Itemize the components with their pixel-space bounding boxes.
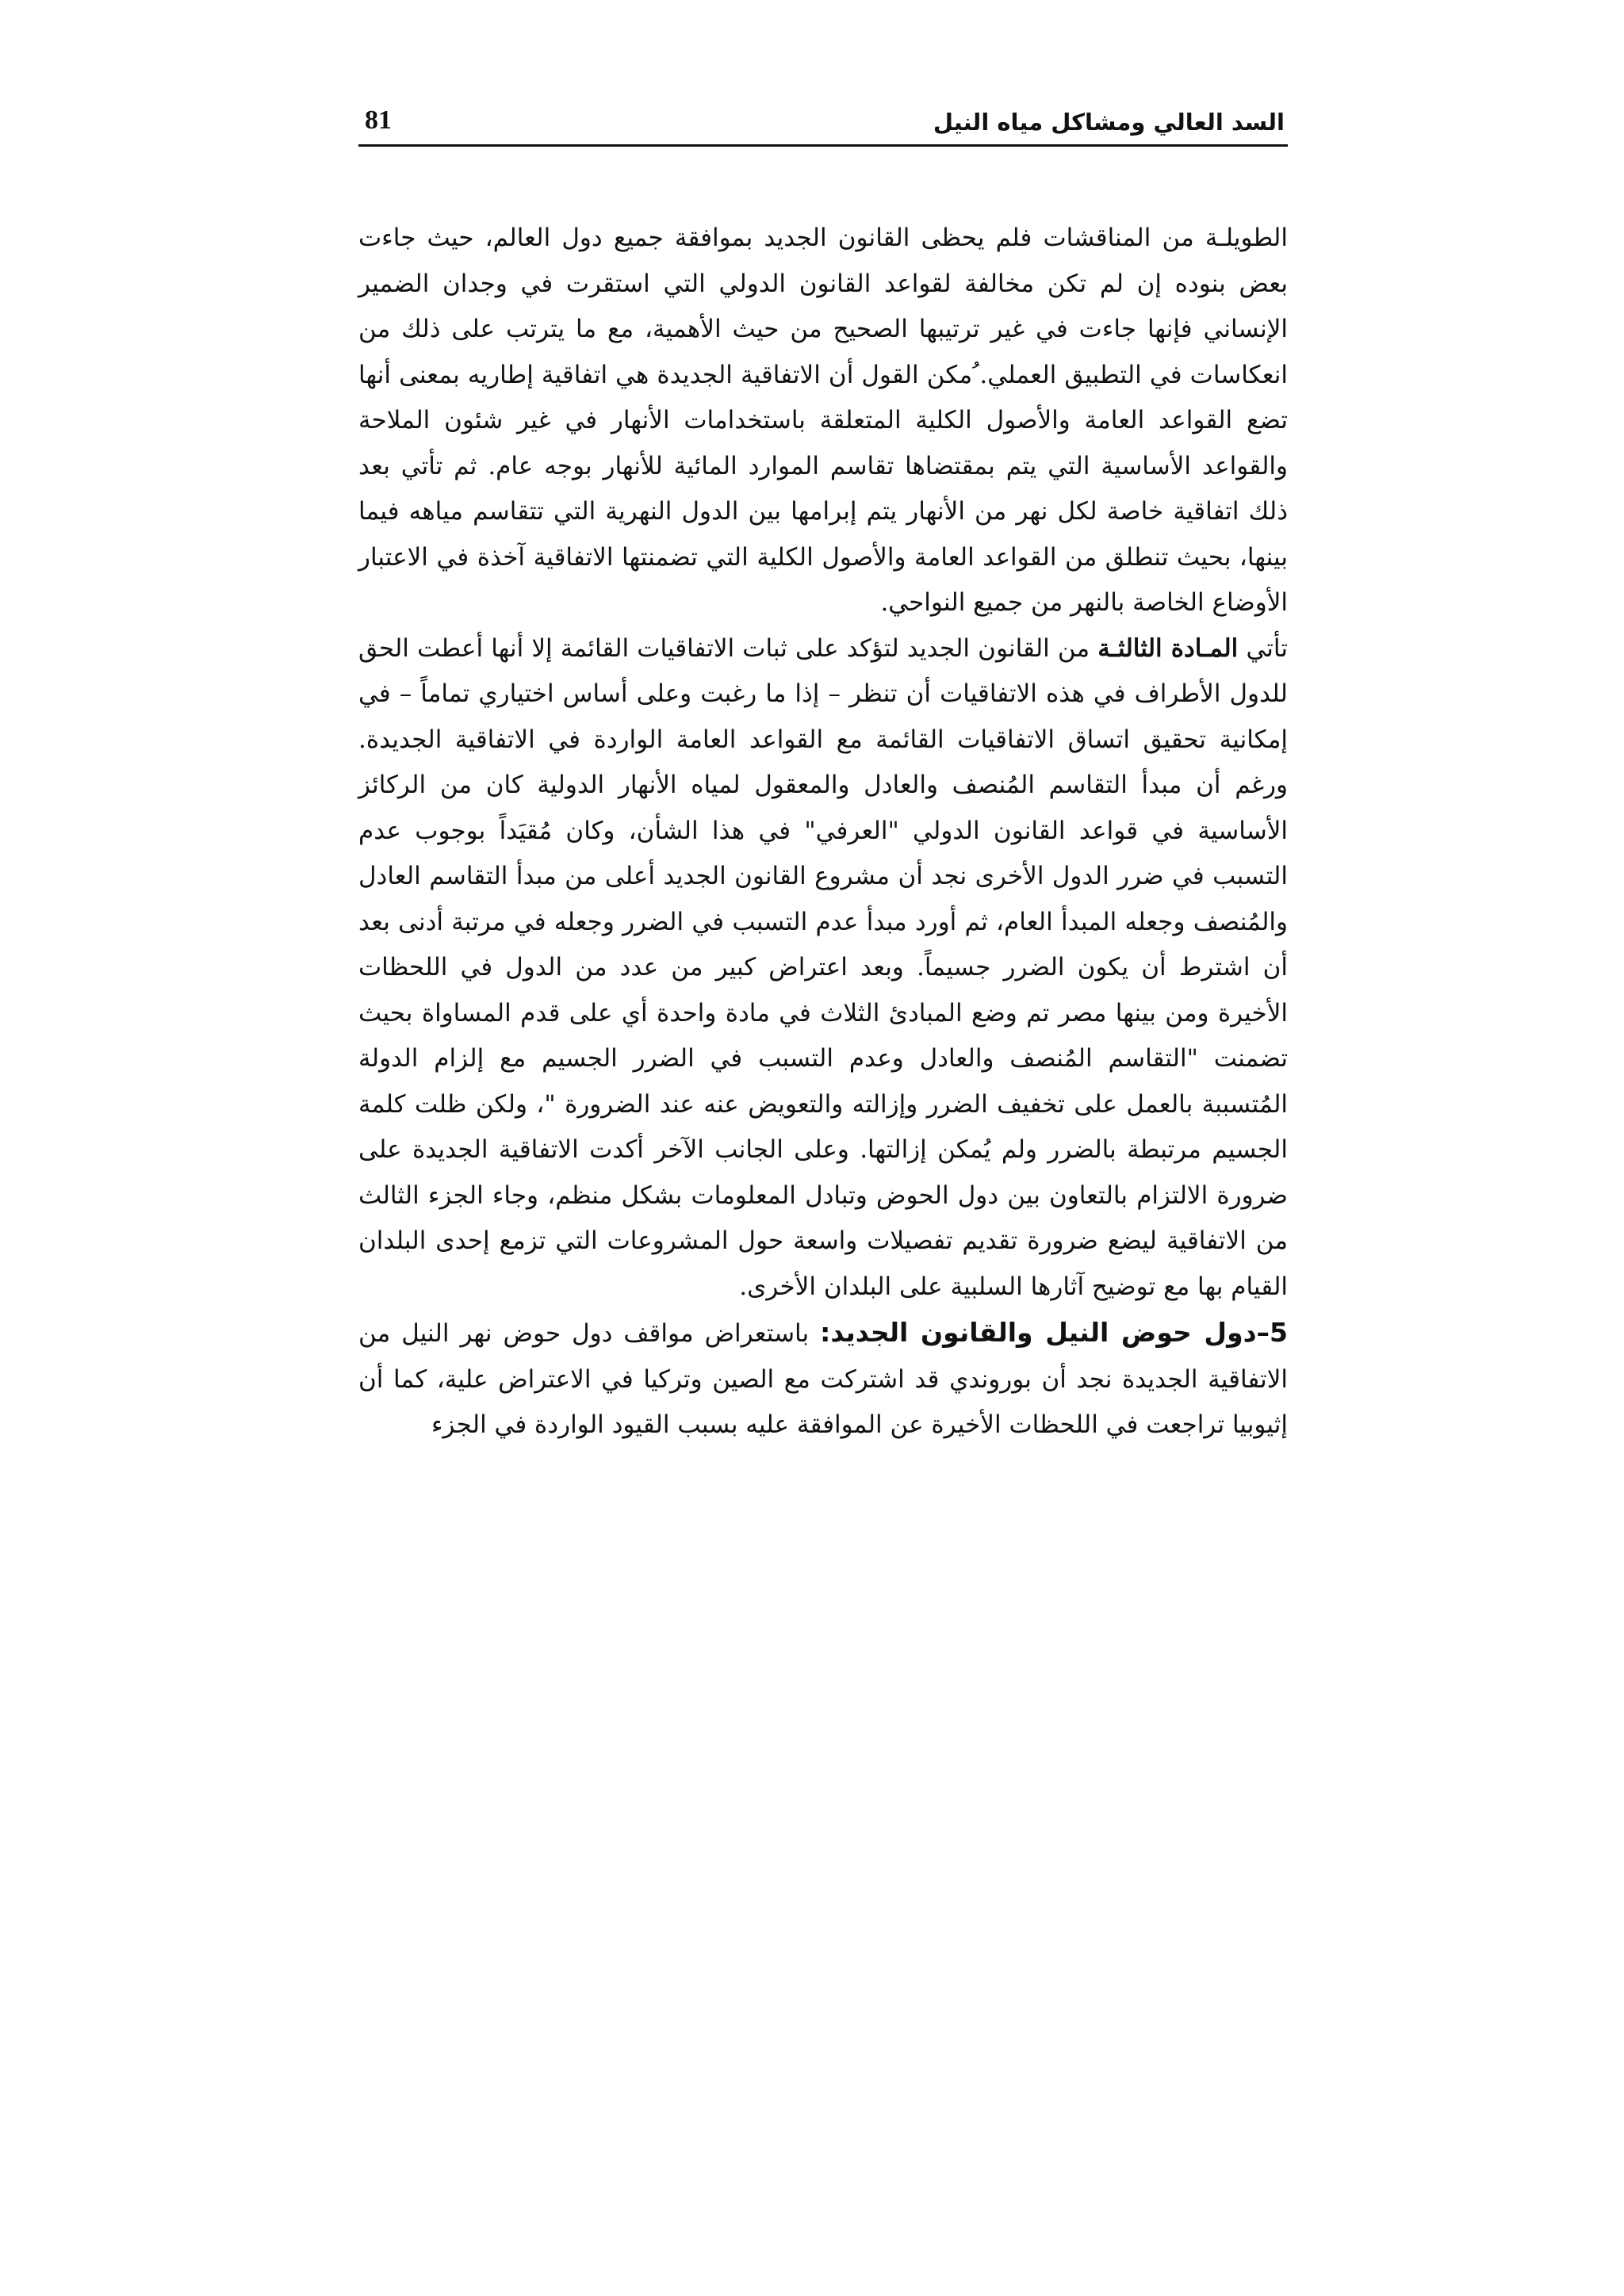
paragraph-3-text: باستعراض مواقف دول حوض نهر النيل من الاتفاقية الجديدة نجد أن بوروندي قد اشتركت مع الصين وتركيا في الاعتراض علية، كما أن إثيوبيا تراجعت في اللحظات الأخيرة عن الموافقة عليه بسبب القيود الواردة في الجزء <box>358 1319 1288 1439</box>
section-heading: 5–دول حوض النيل والقانون الجديد: <box>820 1317 1288 1348</box>
paragraph-2-text: من القانون الجديد لتؤكد على ثبات الاتفاقيات القائمة إلا أنها أعطت الحق للدول الأطراف في هذه الاتفاقيات أن تنظر – إذا ما رغبت وعلى أساس اختياري تماماً – في إمكانية تحقيق اتساق الاتفاقيات القائمة مع القواعد العامة الواردة في الاتفاقية الجديدة. ورغم أن مبدأ التقاسم المُنصف والعادل والمعقول لمياه الأنهار الدولية كان من الركائز الأساسية في قواعد القانون الدولي "العرفي" في هذا الشأن، وكان مُقيَداً بوجوب عدم التسبب في ضرر الدول الأخرى نجد أن مشروع القانون الجديد أعلى من مبدأ التقاسم العادل والمُنصف وجعله المبدأ العام، ثم أورد مبدأ عدم التسبب في الضرر وجعله في مرتبة أدنى بعد أن اشترط أن يكون الضرر جسيماً. وبعد اعتراض كبير من عدد من الدول في اللحظات الأخيرة ومن بينها مصر تم وضع المبادئ الثلاث في مادة واحدة أي على قدم المساواة بحيث تضمنت "التقاسم المُنصف والعادل وعدم التسبب في الضرر الجسيم مع إلزام الدولة المُتسببة بالعمل على تخفيف الضرر وإزالته والتعويض عنه عند الضرورة "، ولكن ظلت كلمة الجسيم مرتبطة بالضرر ولم يُمكن إزالتها. وعلى الجانب الآخر أكدت الاتفاقية الجديدة على ضرورة الالتزام بالتعاون بين دول الحوض وتبادل المعلومات بشكل منظم، وجاء الجزء الثالث من الاتفاقية ليضع ضرورة تقديم تفصيلات واسعة حول المشروعات التي تزمع إحدى البلدان القيام بها مع توضيح آثارها السلبية على البلدان الأخرى. <box>358 633 1288 1301</box>
paragraph-3 <box>358 1310 1288 1448</box>
article-three-term: المـادة الثالثـة <box>1097 633 1239 663</box>
paragraph-2 <box>358 626 1288 1311</box>
paragraph-2-lead: تأتي <box>1238 633 1288 663</box>
page-number: 81 <box>365 105 392 135</box>
body-text <box>358 216 1288 1448</box>
page-header <box>365 101 1285 143</box>
running-title: السد العالي ومشاكل مياه النيل <box>933 109 1285 136</box>
paragraph-1: الطويلـة من المناقشات فلم يحظى القانون الجديد بموافقة جميع دول العالم، حيث جاءت بعض بنوده إن لم تكن مخالفة لقواعد القانون الدولي التي استقرت في وجدان الضمير الإنساني فإنها جاءت في غير ترتيبها الصحيح من حيث الأهمية، مع ما يترتب على ذلك من انعكاسات في التطبيق العملي. ُمكن القول أن الاتفاقية الجديدة هي اتفاقية إطاريه بمعنى أنها تضع القواعد العامة والأصول الكلية المتعلقة باستخدامات الأنهار في غير شئون الملاحة والقواعد الأساسية التي يتم بمقتضاها تقاسم الموارد المائية للأنهار بوجه عام. ثم تأتي بعد ذلك اتفاقية خاصة لكل نهر من الأنهار يتم إبرامها بين الدول النهرية التي تتقاسم مياهه فيما بينها، بحيث تنطلق من القواعد العامة والأصول الكلية التي تضمنتها الاتفاقية آخذة في الاعتبار الأوضاع الخاصة بالنهر من جميع النواحي. <box>358 224 1288 617</box>
header-rule <box>358 144 1288 147</box>
